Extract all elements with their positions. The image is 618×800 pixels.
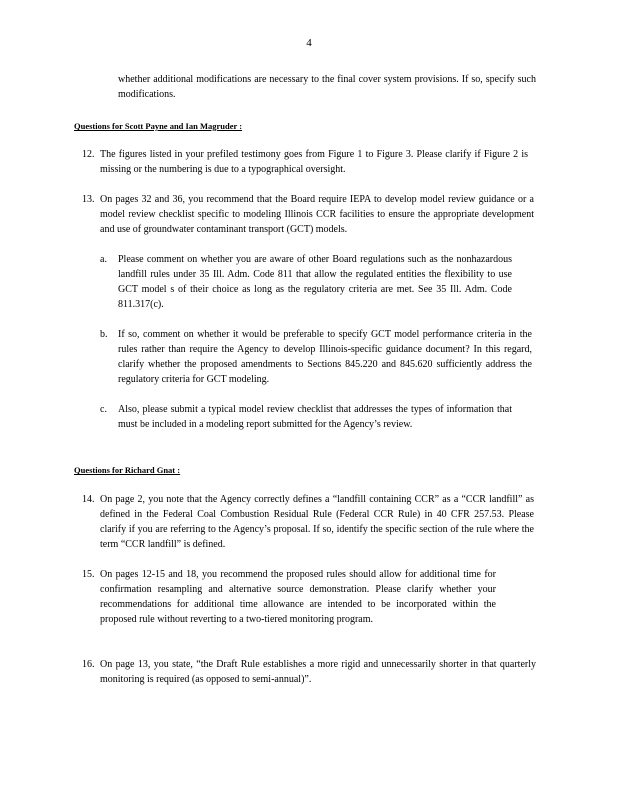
question-number: 14. <box>82 494 95 505</box>
question-number: 13. <box>82 194 95 205</box>
question-number: 16. <box>82 659 95 670</box>
question-15-text: On pages 12-15 and 18, you recommend the proposed rules should allow for additional time for confirmation resampling and alternative source demonstration. Please clarify whether your recommendations for additional time allowance are intended to be incorporated within the proposed rule without reverting to a two-tiered monitoring program. <box>100 569 496 625</box>
question-12-text: The figures listed in your prefiled testimony goes from Figure 1 to Figure 3. Please clarify if Figure 2 is missing or the numbering is due to a typographical oversight. <box>100 149 528 175</box>
question-number: 12. <box>82 149 95 160</box>
question-13-text: On pages 32 and 36, you recommend that the Board require IEPA to develop model review guidance or a model review checklist specific to modeling Illinois CCR facilities to ensure the appropriate development and use of groundwater contaminant transport (GCT) models. <box>100 194 534 235</box>
page-number: 4 <box>306 37 312 49</box>
subitem-letter: c. <box>100 404 107 415</box>
subitem-13a-text: Please comment on whether you are aware of other Board regulations such as the nonhazardous landfill rules under 35 Ill. Adm. Code 811 that allow the regulated entities the flexibility to use GCT model s of their choice as long as the regulatory criteria are met. See 35 Ill. Adm. Code 811.317(c). <box>118 254 512 310</box>
section-heading-gnat: Questions for Richard Gnat : <box>74 465 181 475</box>
subitem-letter: a. <box>100 254 107 265</box>
question-number: 15. <box>82 569 95 580</box>
section-heading-payne-magruder: Questions for Scott Payne and Ian Magruder : <box>74 121 243 131</box>
subitem-13c-text: Also, please submit a typical model review checklist that addresses the types of information that must be included in a modeling report submitted for the Agency’s review. <box>118 404 512 430</box>
continuation-paragraph: whether additional modifications are necessary to the final cover system provisions. If so, specify such modifications. <box>118 74 536 100</box>
subitem-13b-text: If so, comment on whether it would be preferable to specify GCT model performance criteria in the rules rather than require the Agency to develop Illinois-specific guidance document? In this regard, clarify whether the proposed amendments to Sections 845.220 and 845.620 sufficiently address the regulatory criteria for GCT modeling. <box>118 329 532 385</box>
subitem-letter: b. <box>100 329 108 340</box>
question-14-text: On page 2, you note that the Agency correctly defines a “landfill containing CCR” as a “CCR landfill” as defined in the Federal Coal Combustion Residual Rule (Federal CCR Rule) in 40 CFR 257.53. Please clarify if you are referring to the Agency’s proposal. If so, identify the specific section of the rule where the term “CCR landfill” is defined. <box>100 494 534 550</box>
question-16-text: On page 13, you state, “the Draft Rule establishes a more rigid and unnecessarily shorter in that quarterly monitoring is required (as opposed to semi-annual)”. <box>100 659 536 685</box>
